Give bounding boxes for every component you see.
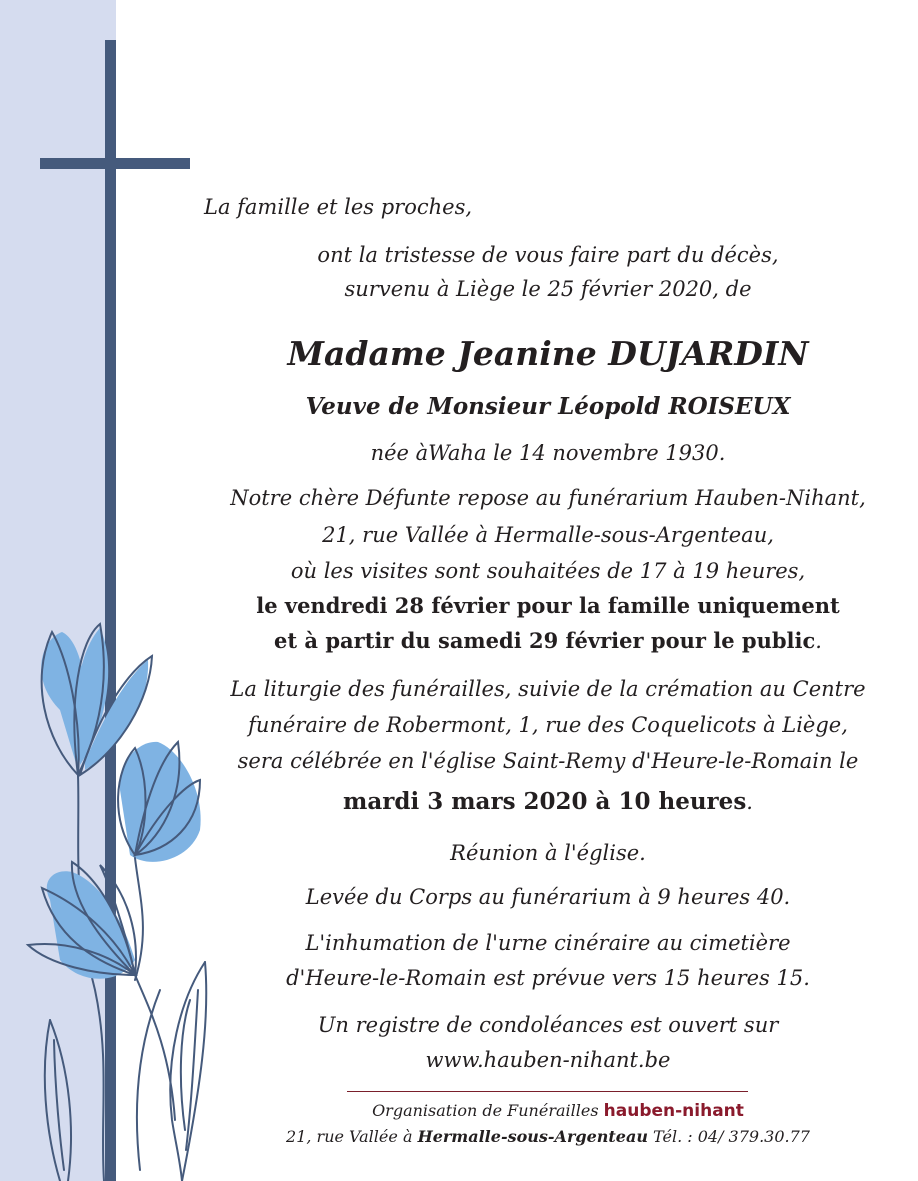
- footer-org-line: [200, 1098, 916, 1124]
- cross-icon: [40, 40, 190, 1181]
- burial-line-1: L'inhumation de l'urne cinéraire au cimetière: [305, 931, 791, 955]
- birth-line: née àWaha le 14 novembre 1930.: [370, 441, 726, 465]
- footer-phone: Tél. : 04/ 379.30.77: [653, 1127, 810, 1146]
- visit-line-2: 21, rue Vallée à Hermalle-sous-Argenteau,: [322, 523, 774, 547]
- register-line-1: Un registre de condoléances est ouvert sur: [317, 1013, 779, 1037]
- visit-bold-text-1: le vendredi 28 février pour la famille uniquement: [256, 593, 840, 618]
- footer-divider: [347, 1091, 748, 1092]
- register-website-link[interactable]: www.hauben-nihant.be: [425, 1048, 671, 1072]
- footer-address-prefix: 21, rue Vallée à: [286, 1127, 413, 1146]
- announce-line-2: survenu à Liège le 25 février 2020, de: [344, 277, 752, 301]
- announce-line-1: ont la tristesse de vous faire part du décès,: [317, 243, 779, 267]
- intro-line: La famille et les proches,: [204, 195, 473, 219]
- visit-bold-end: .: [815, 629, 822, 653]
- meeting-line: Réunion à l'église.: [450, 841, 646, 865]
- visit-bold-line-1: [190, 589, 906, 623]
- widow-line: Veuve de Monsieur Léopold ROISEUX: [305, 393, 791, 420]
- liturgy-line-3: sera célébrée en l'église Saint-Remy d'Heure-le-Romain le: [237, 749, 859, 773]
- brand-logo-text: hauben-nihant: [603, 1101, 744, 1121]
- burial-line-2: d'Heure-le-Romain est prévue vers 15 heures 15.: [286, 966, 810, 990]
- footer-address-city: Hermalle-sous-Argenteau: [417, 1127, 648, 1146]
- liturgy-line-2: funéraire de Robermont, 1, rue des Coquelicots à Liège,: [248, 713, 848, 737]
- footer-address-line: [190, 1124, 906, 1150]
- visit-bold-text-2: et à partir du samedi 29 février pour le public: [274, 628, 816, 653]
- visit-line-3: où les visites sont souhaitées de 17 à 19 heures,: [290, 559, 806, 583]
- visit-bold-line-2: [190, 624, 906, 658]
- tulip-flowers-icon: [28, 624, 206, 1181]
- levee-line: Levée du Corps au funérarium à 9 heures 40.: [305, 885, 791, 909]
- footer-org-prefix: Organisation de Funérailles: [372, 1101, 599, 1120]
- ceremony-date-line: [190, 785, 906, 819]
- visit-line-1: Notre chère Défunte repose au funérarium Hauben-Nihant,: [230, 486, 866, 510]
- ceremony-date-end: .: [746, 790, 753, 814]
- deceased-name: Madame Jeanine DUJARDIN: [287, 334, 809, 373]
- ceremony-date: mardi 3 mars 2020 à 10 heures: [343, 788, 747, 815]
- liturgy-line-1: La liturgie des funérailles, suivie de la crémation au Centre: [230, 677, 866, 701]
